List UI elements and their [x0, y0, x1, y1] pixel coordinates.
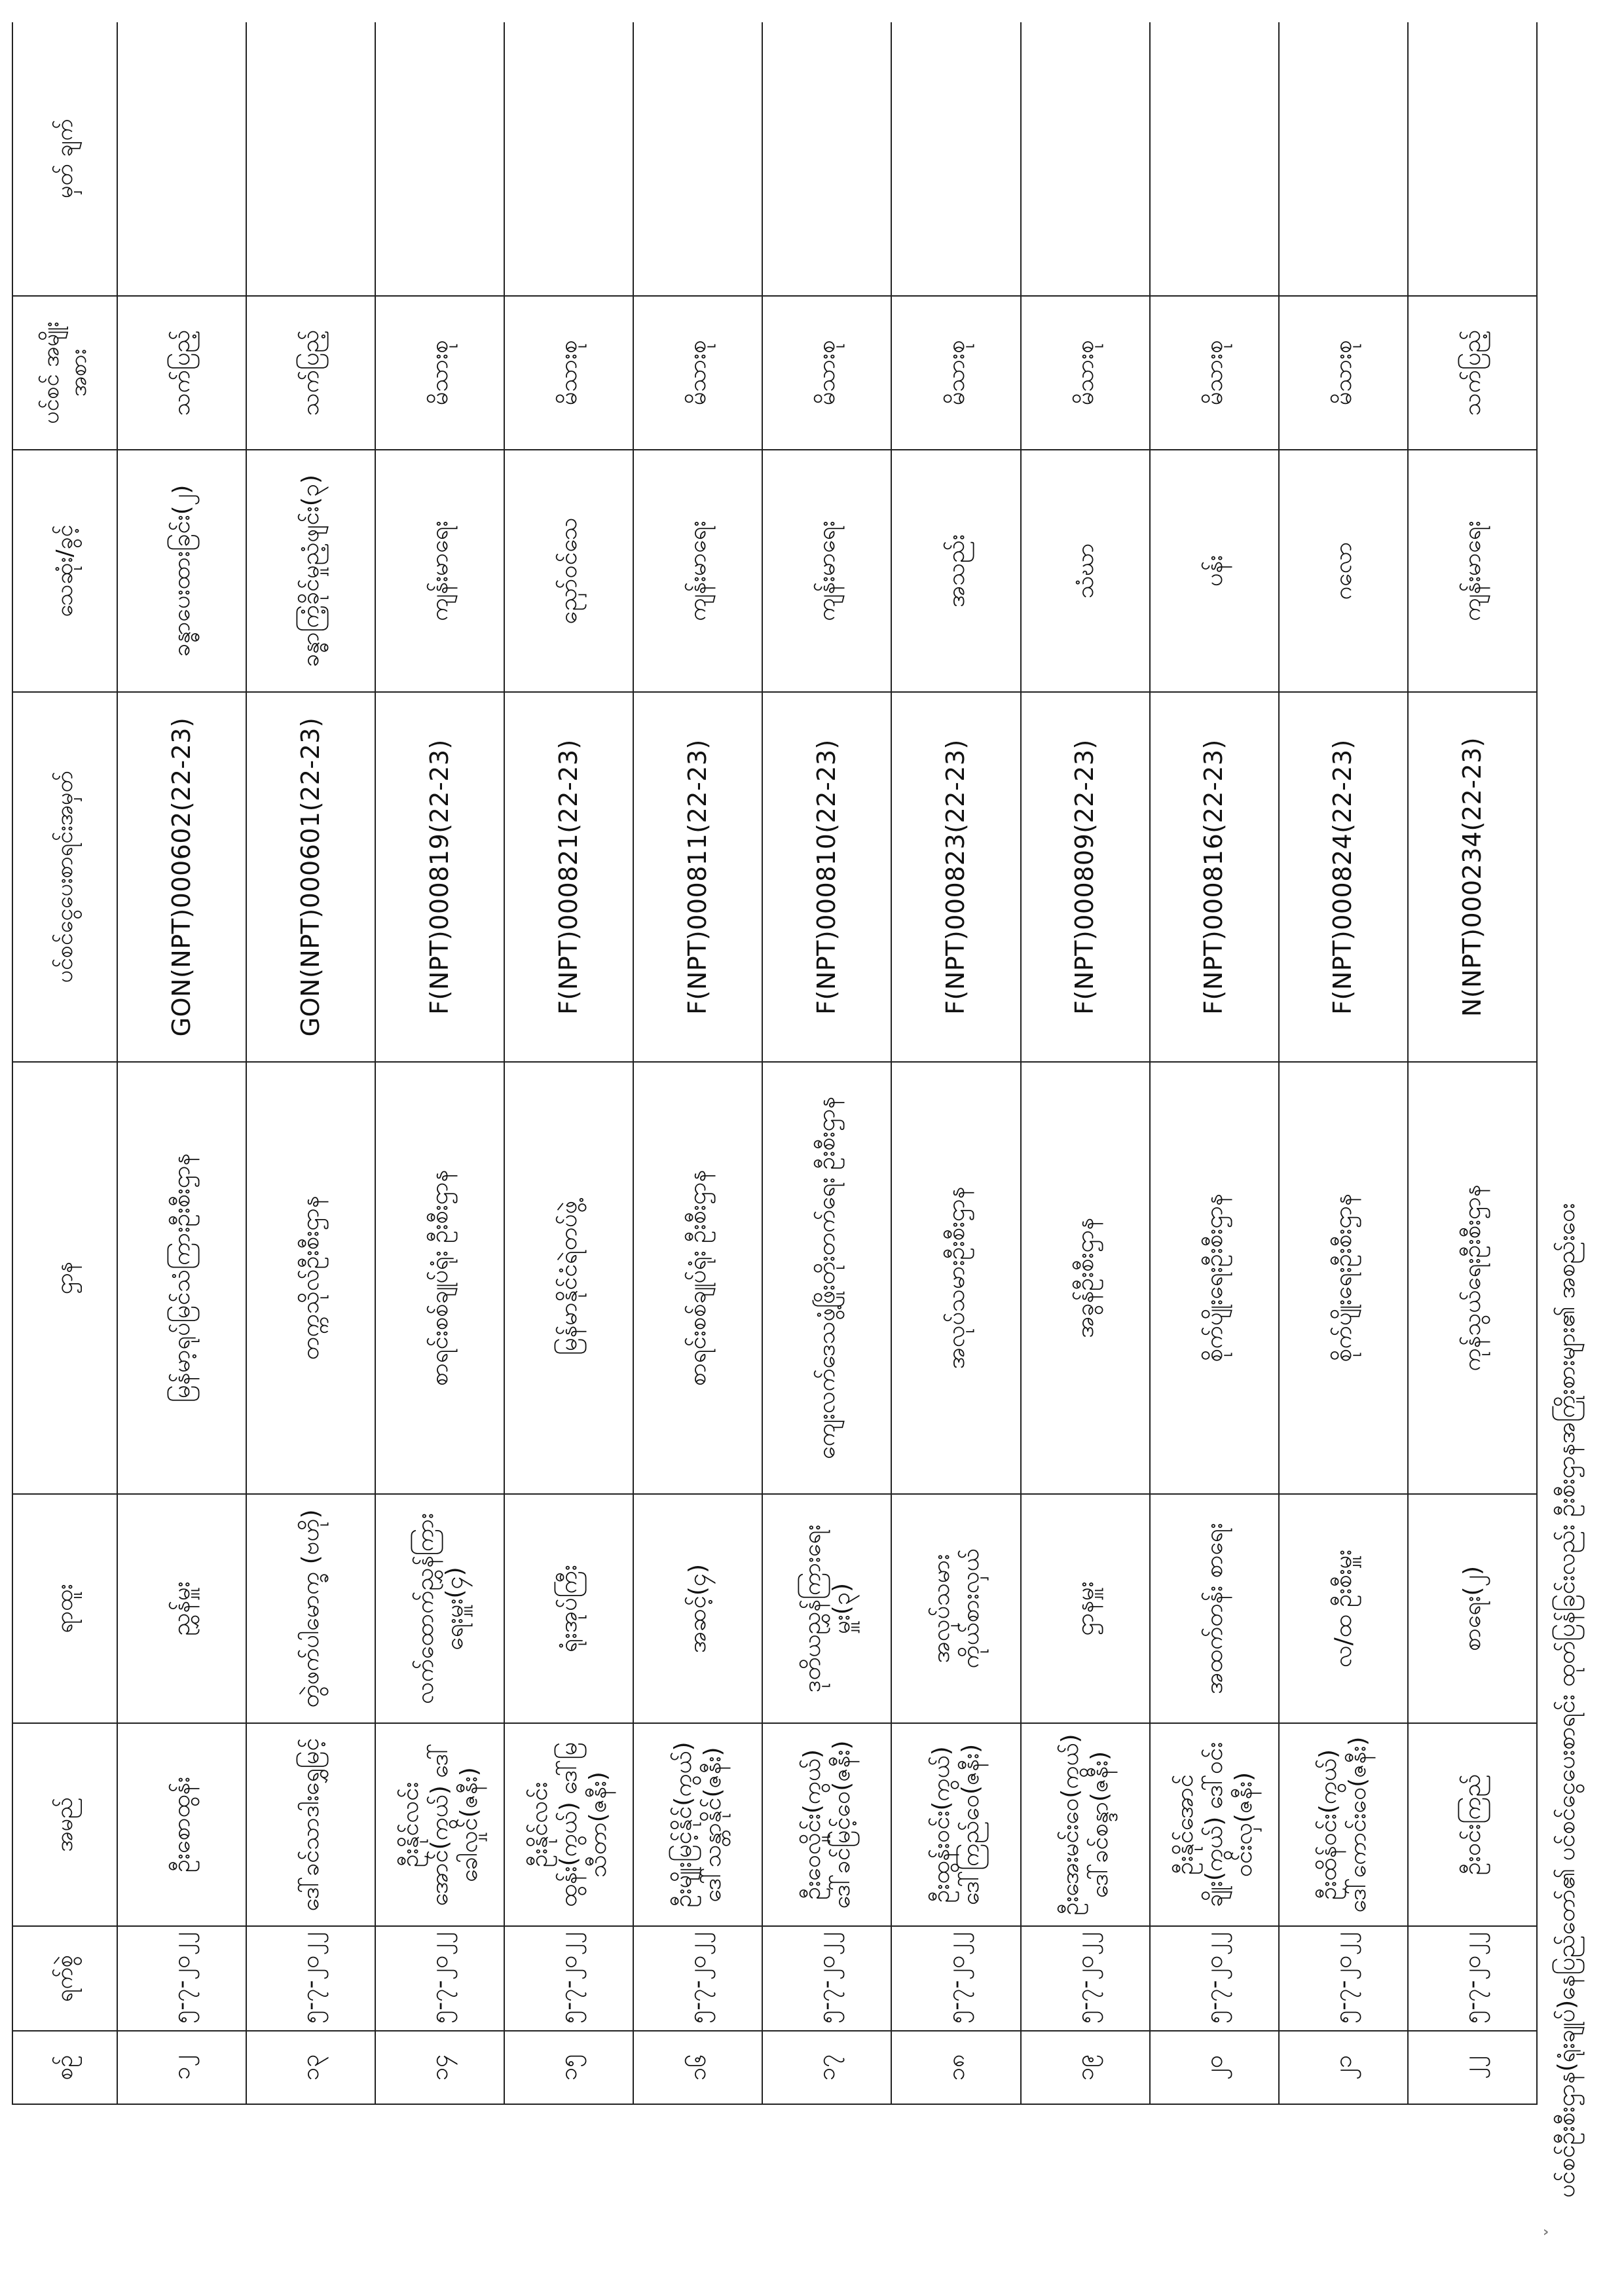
cell-cause: ဂလော	[1279, 450, 1408, 692]
cell-no: ၁၄	[375, 2031, 504, 2104]
cell-remark	[246, 22, 375, 296]
table-row	[762, 22, 891, 2104]
cell-type: မိသားစု	[1021, 296, 1150, 450]
cell-name: ဦးအေးမင်းဝေ(ကွယ်) ဒေါ်ခင်စန္ဒာ(ဇနီး)	[1021, 1723, 1150, 1926]
cell-cause: ကျန်းမာရေး	[762, 450, 891, 692]
cell-dept: စာရင်းစစ်ချုပ်ရုံး ဦးစီးဌာန	[375, 1062, 504, 1494]
cell-order: F(NPT)000821(22-23)	[504, 692, 633, 1062]
cell-order: F(NPT)000819(22-23)	[375, 692, 504, 1062]
cell-dept: တက္ကသိုလ်ဦးစီးဌာန	[246, 1062, 375, 1494]
cell-cause: ပန်း	[1150, 450, 1279, 692]
col-header-cause: သေဆုံး/ခွင့်	[12, 450, 117, 692]
col-header-rank: ရာထူး	[12, 1494, 117, 1723]
cell-order: F(NPT)000810(22-23)	[762, 692, 891, 1062]
cell-rank: ဌာနမှူး	[1021, 1494, 1150, 1723]
cell-order: F(NPT)000824(22-23)	[1279, 692, 1408, 1062]
cell-dept: အခွန်ဦးစီးဌာန	[1021, 1062, 1150, 1494]
cell-cause: သံဃာ	[1021, 450, 1150, 692]
cell-name: ဦးမျိုးမြင့်နိုင်(ကွယ်) ဒေါ်သန္တာနိုင်(ဇနီး)	[633, 1723, 762, 1926]
table-row	[246, 22, 375, 2104]
cell-rank: စာရေး(၂)	[1408, 1494, 1537, 1723]
cell-dept: မြန်မာ့ရုပ်မြင်သံကြားဦးစီးဌာန	[117, 1062, 246, 1494]
cell-date: ၅-၇-၂၀၂၂	[375, 1926, 504, 2031]
scan-mark: ˇ	[1542, 2227, 1565, 2237]
cell-name: ဦးနိုင်လင်းအောင်(ကွယ်) ဒေါ်ခေါလှုင်(ဇနီး)	[375, 1723, 504, 1926]
cell-type: သက်ပြည့်	[1408, 296, 1537, 450]
cell-date: ၅-၇-၂၀၂၂	[1150, 1926, 1279, 2031]
cell-type: မိသားစု	[375, 296, 504, 450]
cell-type: သက်ပြည့်	[117, 296, 246, 450]
cell-dept: မြန်မာနိုင်ငံရဲတပ်ဖွဲ့	[504, 1062, 633, 1494]
cell-remark	[117, 22, 246, 296]
cell-rank: ညွှန်မှူး	[117, 1494, 246, 1723]
cell-type: မိသားစု	[504, 296, 633, 450]
cell-dept: ကျေးလက်ဒေသဖွံ့ဖြိုးတိုးတက်ရေး ဦးစီးဌာန	[762, 1062, 891, 1494]
cell-dept: စိုက်ပျိုးရေးဦးစီးဌာန	[1279, 1062, 1408, 1494]
table-row	[117, 22, 246, 2104]
cell-remark	[762, 22, 891, 296]
cell-date: ၅-၇-၂၀၂၂	[633, 1926, 762, 2031]
cell-date: ၅-၇-၂၀၂၂	[762, 1926, 891, 2031]
cell-date: ၅-၇-၂၀၂၂	[504, 1926, 633, 2031]
cell-type: မိသားစု	[1150, 296, 1279, 450]
cell-cause: ကျန်းမာရေး	[633, 450, 762, 692]
cell-remark	[504, 22, 633, 296]
cell-order: F(NPT)000823(22-23)	[891, 692, 1020, 1062]
cell-type: မိသားစု	[1279, 296, 1408, 450]
cell-cause: ကျန်းမာရေး	[1408, 450, 1537, 692]
cell-no: ၂၂	[1408, 2031, 1537, 2104]
cell-no: ၁၂	[117, 2031, 246, 2104]
table-row	[633, 22, 762, 2104]
table-row	[375, 22, 504, 2104]
col-header-dept: ဌာန	[12, 1062, 117, 1494]
cell-rank: အထက်တန်း စာရေး	[1150, 1494, 1279, 1723]
cell-remark	[891, 22, 1020, 296]
cell-date: ၅-၇-၂၀၂၂	[891, 1926, 1020, 2031]
cell-cause: ခန္ဓာပေးထားခြင်း(၂)	[117, 450, 246, 692]
cell-remark	[1021, 22, 1150, 296]
cell-type: မိသားစု	[762, 296, 891, 450]
cell-type: မိသားစု	[891, 296, 1020, 450]
cell-no: ၁၇	[762, 2031, 891, 2104]
table-row	[1408, 22, 1537, 2104]
cell-no: ၁၃	[246, 2031, 375, 2104]
cell-remark	[633, 22, 762, 296]
cell-order: F(NPT)000811(22-23)	[633, 692, 762, 1062]
cell-name: ဒေါ်ခင်သာဒါးရွှေမြင့်	[246, 1723, 375, 1926]
cell-name: ဦးထိန်ဝင်း(ကွယ်) ဒေါ်ကောင်းဝေ(ဇနီး)	[1279, 1723, 1408, 1926]
cell-rank: လ/ထ ဦးစီးမှူး	[1279, 1494, 1408, 1723]
cell-dept: အလုပ်သမားဦးစီးဌာန	[891, 1062, 1020, 1494]
cell-no: ၁၉	[1021, 2031, 1150, 2104]
cell-rank: အဆင့်(၄)	[633, 1494, 762, 1723]
cell-rank: အလုပ်သမားကိုယ်စားလှယ်	[891, 1494, 1020, 1723]
cell-name: ဦးစောထွန်း	[117, 1723, 246, 1926]
cell-name: ဦးနိုင်အောင်ချိုး(ကွယ်) ဒေါ်ဝင်းဝင်းလှ(ဇနီး)	[1150, 1723, 1279, 1926]
cell-name: ဦးနိုင်လင်းထွန်း(ကွယ်) ဒေါ်မြသီတာ(ဇနီး)	[504, 1723, 633, 1926]
cell-order: N(NPT)000234(22-23)	[1408, 692, 1537, 1062]
cell-no: ၁၆	[633, 2031, 762, 2104]
col-header-remark: မှတ် ချက်	[12, 22, 117, 296]
cell-order: GON(NPT)000601(22-23)	[246, 692, 375, 1062]
col-header-no: စဉ်	[12, 2031, 117, 2104]
cell-dept: စိုက်ပျိုးရေးဦးစီးဌာန	[1150, 1062, 1279, 1494]
cell-order: GON(NPT)000602(22-23)	[117, 692, 246, 1062]
col-header-date: ရက်စွဲ	[12, 1926, 117, 2031]
cell-rank: ဒုတိယညွှန်ကြားရေးမှူး(၃)	[762, 1494, 891, 1723]
header-row	[12, 22, 117, 2104]
cell-no: ၁၈	[891, 2031, 1020, 2104]
table-row	[1279, 22, 1408, 2104]
cell-cause: အသည်း	[891, 450, 1020, 692]
cell-remark	[1150, 22, 1279, 296]
pension-table	[12, 22, 1538, 2105]
cell-no: ၂၀	[1150, 2031, 1279, 2104]
cell-rank: တွဲဖက်ပါမောက္ခ (ဗဟို)	[246, 1494, 375, 1723]
cell-order: F(NPT)000809(22-23)	[1021, 692, 1150, 1062]
cell-no: ၂၁	[1279, 2031, 1408, 2104]
cell-remark	[375, 22, 504, 296]
cell-cause: ကျန်းမာရေး	[375, 450, 504, 692]
table-row	[891, 22, 1020, 2104]
cell-type: မိသားစု	[633, 296, 762, 450]
col-header-type: ပင်စင် အမျိုးအစား	[12, 296, 117, 450]
cell-date: ၅-၇-၂၀၂၂	[1021, 1926, 1150, 2031]
col-header-order: ပင်စင်ငွေပေးစာရင်းအမှတ်	[12, 692, 117, 1062]
cell-remark	[1408, 22, 1537, 296]
cell-date: ၅-၇-၂၀၂၂	[117, 1926, 246, 2031]
cell-date: ၅-၇-၂၀၂၂	[1279, 1926, 1408, 2031]
cell-name: ဦးဝေလှိုင်း(ကွယ်) ဒေါ်ခင်မြင့်ဝေ(ဇနီး)	[762, 1723, 891, 1926]
cell-order: F(NPT)000816(22-23)	[1150, 692, 1279, 1062]
cell-no: ၁၅	[504, 2031, 633, 2104]
col-header-name: အမည်	[12, 1723, 117, 1926]
cell-rank: ရုံးအုပ်ကြီး	[504, 1494, 633, 1723]
table-row	[1150, 22, 1279, 2104]
cell-date: ၅-၇-၂၀၂၂	[246, 1926, 375, 2031]
cell-rank: လက်ထောက်ညွှန်ကြားရေးမှူး(၄)	[375, 1494, 504, 1723]
table-row	[504, 22, 633, 2104]
cell-name: ဦးထွန်းဝင်း(ကွယ်) ဒေါ်ကြည်ဝေ(ဇနီး)	[891, 1723, 1020, 1926]
cell-cause: ခန္ဓာကြံ့ခိုင်မှုညံ့ဖျင်း(၃)	[246, 450, 375, 692]
cell-dept: စာရင်းစစ်ချုပ်ရုံး ဦးစီးဌာန	[633, 1062, 762, 1494]
table-row	[1021, 22, 1150, 2104]
cell-dept: ကုန်သွယ်ရေးဦးစီးဌာန	[1408, 1062, 1537, 1494]
cell-name: ဦးဝင်းကြည်	[1408, 1723, 1537, 1926]
cell-remark	[1279, 22, 1408, 296]
cell-date: ၅-၇-၂၀၂၂	[1408, 1926, 1537, 2031]
cell-type: သက်ပြည့်	[246, 296, 375, 450]
cell-cause: ညှော်ဝင်သေ	[504, 450, 633, 692]
page-title: ပင်စင်ဦးစီးဌာန(ရုံးချုပ်)နေပြည်တော်၏ ပင်စင်ငွေပေးစာရင်း ထုတ်ပြန်ခြင်းလည်း ဦးစီးဌာနအကြိုးစားများ၏ အစည်းဝေး	[1553, 1203, 1580, 2198]
